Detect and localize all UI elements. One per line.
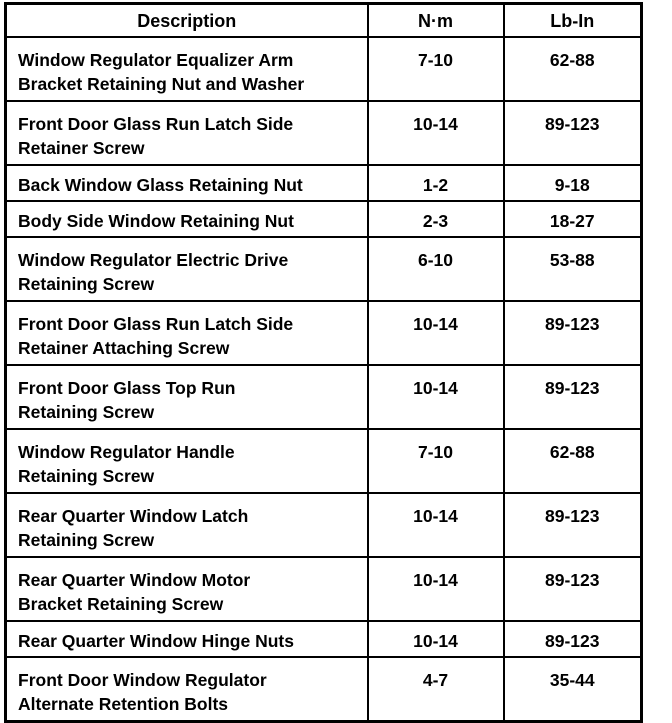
- row-lbin: 89-123: [504, 493, 642, 557]
- row-nm: 10-14: [368, 621, 504, 657]
- row-description: Rear Quarter Window Motor Bracket Retaining Screw: [6, 557, 368, 621]
- row-description: Window Regulator Equalizer Arm Bracket Retaining Nut and Washer: [6, 37, 368, 101]
- row-nm: 7-10: [368, 37, 504, 101]
- table-row: [6, 101, 642, 165]
- table-row: [6, 201, 642, 237]
- row-lbin: 89-123: [504, 301, 642, 365]
- row-description: Body Side Window Retaining Nut: [6, 201, 368, 237]
- row-lbin: 89-123: [504, 101, 642, 165]
- row-description: Window Regulator Handle Retaining Screw: [6, 429, 368, 493]
- row-lbin: 53-88: [504, 237, 642, 301]
- table-row: [6, 621, 642, 657]
- row-lbin: 89-123: [504, 557, 642, 621]
- row-description: Front Door Glass Run Latch Side Retainer Attaching Screw: [6, 301, 368, 365]
- row-lbin: 89-123: [504, 365, 642, 429]
- row-nm: 6-10: [368, 237, 504, 301]
- header-description: Description: [6, 4, 368, 38]
- row-description: Front Door Glass Top Run Retaining Screw: [6, 365, 368, 429]
- row-lbin: 89-123: [504, 621, 642, 657]
- header-nm: N·m: [368, 4, 504, 38]
- row-lbin: 9-18: [504, 165, 642, 201]
- header-row: [6, 4, 642, 38]
- row-nm: 10-14: [368, 301, 504, 365]
- row-description: Window Regulator Electric Drive Retaining Screw: [6, 237, 368, 301]
- row-nm: 10-14: [368, 101, 504, 165]
- row-lbin: 62-88: [504, 37, 642, 101]
- torque-spec-table: [4, 2, 643, 723]
- row-description: Front Door Glass Run Latch Side Retainer Screw: [6, 101, 368, 165]
- table-row: [6, 493, 642, 557]
- row-nm: 10-14: [368, 557, 504, 621]
- row-description: Back Window Glass Retaining Nut: [6, 165, 368, 201]
- row-lbin: 35-44: [504, 657, 642, 722]
- row-nm: 2-3: [368, 201, 504, 237]
- row-description: Rear Quarter Window Hinge Nuts: [6, 621, 368, 657]
- row-description: Rear Quarter Window Latch Retaining Screw: [6, 493, 368, 557]
- table-row: [6, 429, 642, 493]
- table-row: [6, 165, 642, 201]
- row-description: Front Door Window Regulator Alternate Retention Bolts: [6, 657, 368, 722]
- row-nm: 7-10: [368, 429, 504, 493]
- row-nm: 1-2: [368, 165, 504, 201]
- table-row: [6, 365, 642, 429]
- table-row: [6, 557, 642, 621]
- row-nm: 4-7: [368, 657, 504, 722]
- table-row: [6, 301, 642, 365]
- header-lbin: Lb-In: [504, 4, 642, 38]
- table-row: [6, 237, 642, 301]
- row-lbin: 62-88: [504, 429, 642, 493]
- row-nm: 10-14: [368, 365, 504, 429]
- table-row: [6, 657, 642, 722]
- row-nm: 10-14: [368, 493, 504, 557]
- row-lbin: 18-27: [504, 201, 642, 237]
- table-row: [6, 37, 642, 101]
